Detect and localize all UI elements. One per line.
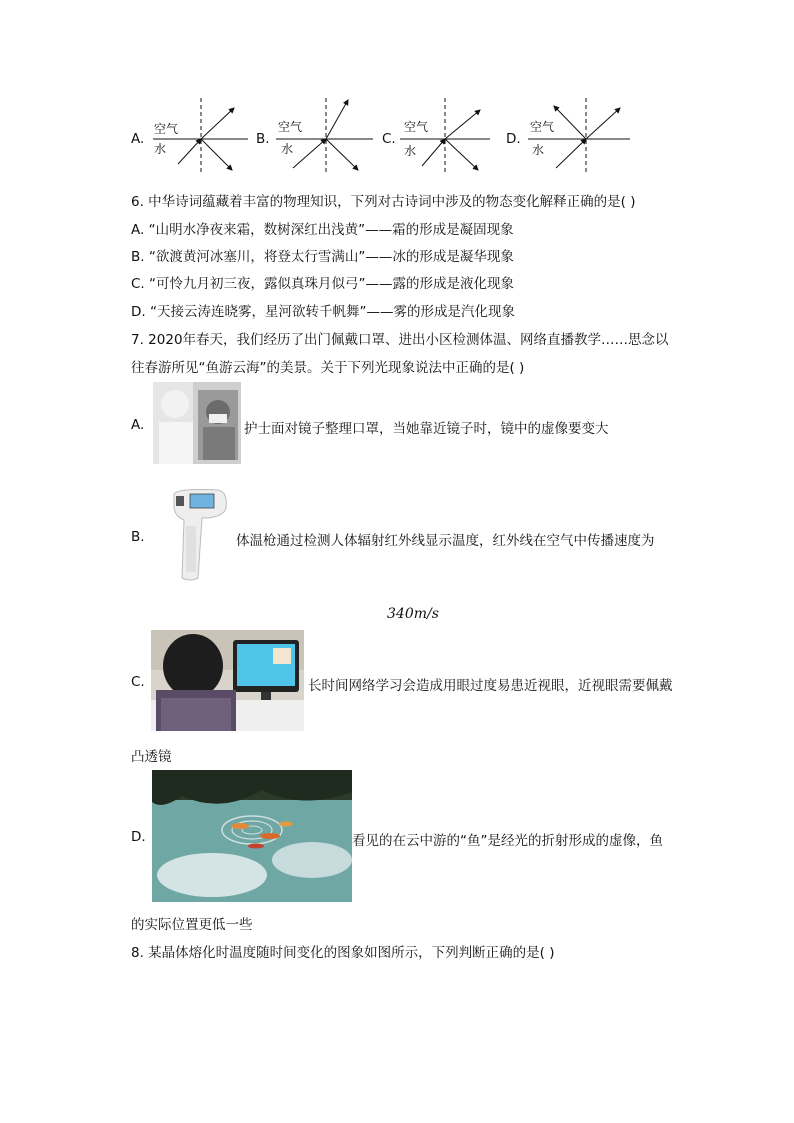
question-7-option-d-letter[interactable]: D. [131,829,146,845]
question-6-option-c[interactable]: C. “可怜九月初三夜，露似真珠月似弓”——露的形成是液化现象 [131,276,514,292]
diagram-c [400,98,490,174]
question-7-option-a-letter[interactable]: A. [131,417,145,433]
diagram-b [276,98,373,174]
thermometer-gun-photo [168,486,230,584]
diagram-d-air-label: 空气 [530,120,555,134]
diagram-option-b-letter[interactable]: B. [256,131,270,147]
diagram-a-water-label: 水 [154,142,167,156]
question-8-stem: 8. 某晶体熔化时温度随时间变化的图象如图所示，下列判断正确的是( ) [131,945,555,961]
question-7-option-b-letter[interactable]: B. [131,529,145,545]
question-7-option-c-text[interactable]: 长时间网络学习会造成用眼过度易患近视眼，近视眼需要佩戴 [308,678,673,694]
question-6-stem: 6. 中华诗词蕴藏着丰富的物理知识，下列对古诗词中涉及的物态变化解释正确的是( ) [131,194,636,210]
question-7-option-c-continuation[interactable]: 凸透镜 [131,749,172,765]
question-7-option-d-continuation[interactable]: 的实际位置更低一些 [131,917,253,933]
diagram-option-a-letter[interactable]: A. [131,131,145,147]
diagram-b-water-label: 水 [281,142,294,156]
diagram-c-air-label: 空气 [404,120,429,134]
diagram-d [528,98,630,174]
question-6-option-a[interactable]: A. “山明水净夜来霜，数树深红出浅黄”——霜的形成是凝固现象 [131,222,514,238]
online-learning-photo [151,630,304,731]
diagram-option-c-letter[interactable]: C. [382,131,396,147]
diagram-b-air-label: 空气 [278,120,303,134]
diagram-a-air-label: 空气 [154,122,179,136]
question-7-option-b-text[interactable]: 体温枪通过检测人体辐射红外线显示温度，红外线在空气中传播速度为 [236,533,655,549]
diagram-c-water-label: 水 [404,144,417,158]
question-7-option-d-text[interactable]: 看见的在云中游的“鱼”是经光的折射形成的虚像，鱼 [352,833,663,849]
question-7-stem-line1: 7. 2020年春天，我们经历了出门佩戴口罩、进出小区检测体温、网络直播教学……思念以 [131,332,669,348]
diagram-d-water-label: 水 [532,143,545,157]
question-7-option-a-text[interactable]: 护士面对镜子整理口罩，当她靠近镜子时，镜中的虚像要变大 [244,421,609,437]
infrared-speed-formula: 340m/s [387,606,439,622]
question-7-option-c-letter[interactable]: C. [131,674,145,690]
diagram-option-d-letter[interactable]: D. [506,131,521,147]
question-6-option-b[interactable]: B. “欲渡黄河冰塞川，将登太行雪满山”——冰的形成是凝华现象 [131,249,514,265]
nurse-mirror-photo [153,382,241,464]
fish-in-clouds-photo [152,770,352,902]
question-7-stem-line2: 往春游所见“鱼游云海”的美景。关于下列光现象说法中正确的是( ) [131,360,525,376]
question-6-option-d[interactable]: D. “天接云涛连晓雾，星河欲转千帆舞”——雾的形成是汽化现象 [131,304,515,320]
